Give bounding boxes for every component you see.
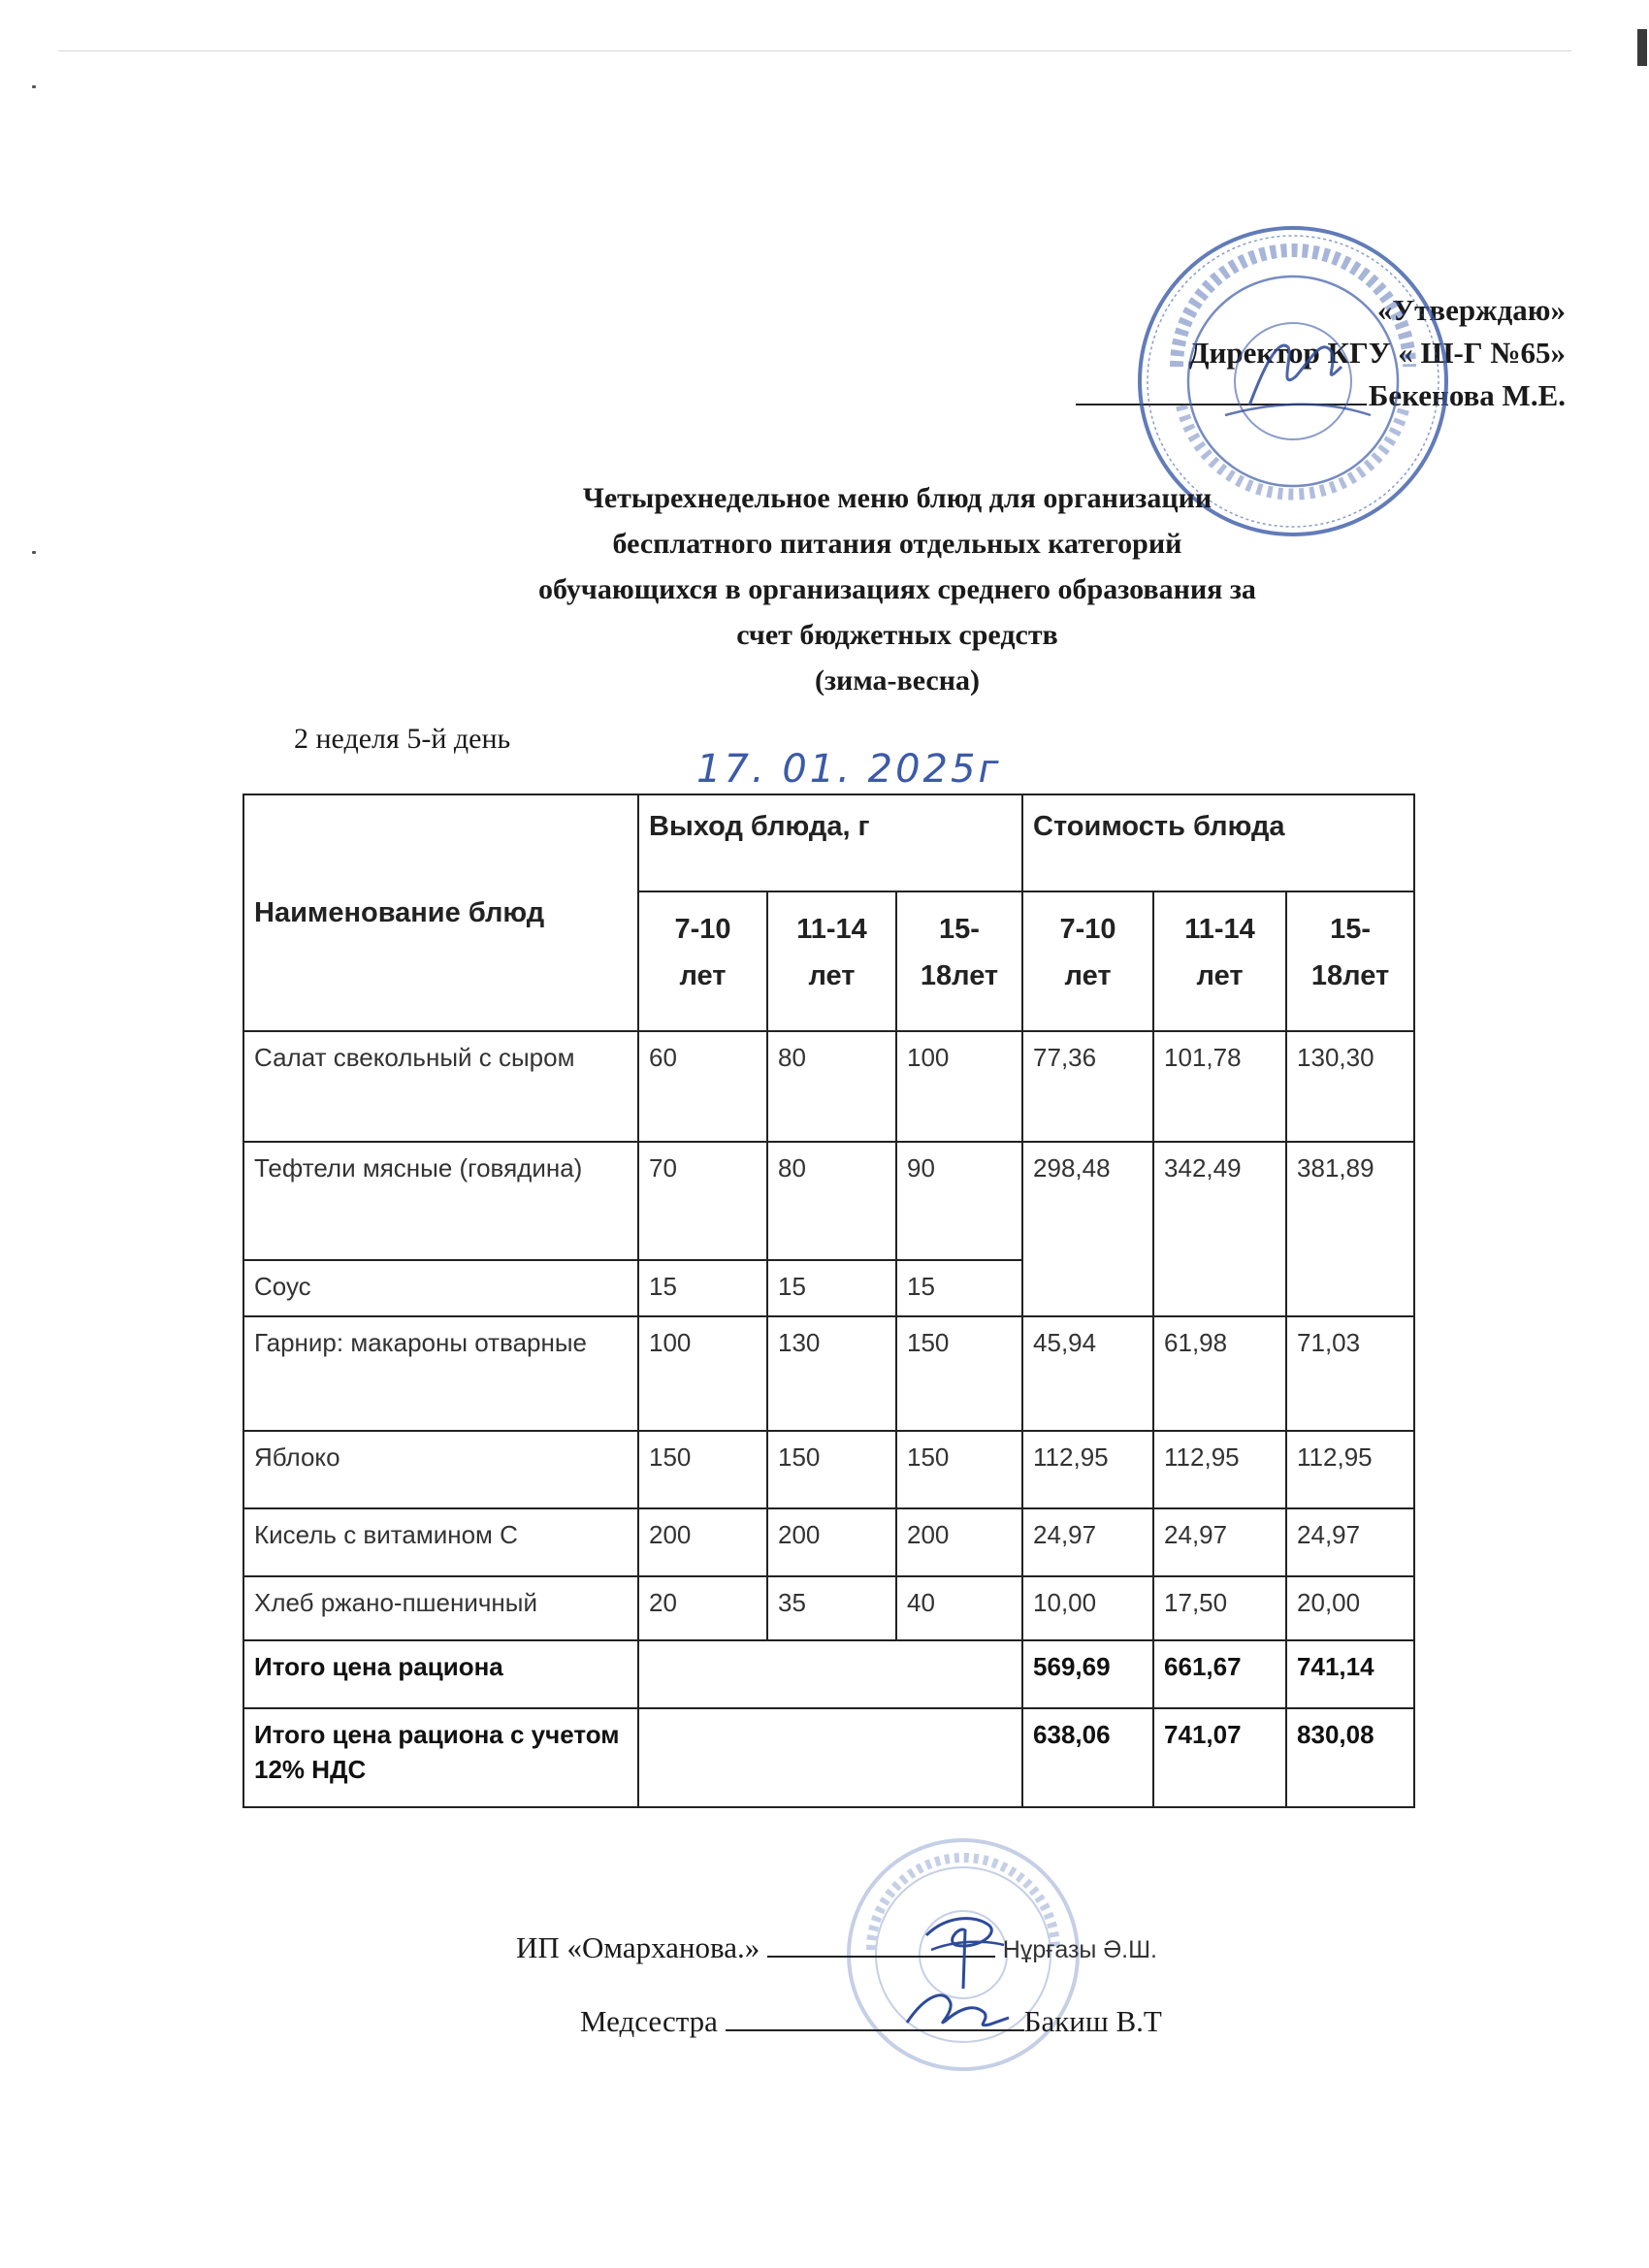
yield-7-10: 15 xyxy=(638,1260,767,1316)
cost-7-10: 77,36 xyxy=(1022,1031,1153,1142)
scan-speck xyxy=(32,85,36,88)
yield-11-14: 80 xyxy=(767,1142,896,1260)
header-cost-age-1: 7-10 лет xyxy=(1022,891,1153,1031)
total-vat-cost-15-18: 830,08 xyxy=(1286,1708,1414,1807)
total-vat-label: Итого цена рациона с учетом 12% НДС xyxy=(243,1708,638,1807)
scan-speck xyxy=(32,551,36,554)
supplier-label: ИП «Омарханова.» xyxy=(516,1930,760,1964)
yield-11-14: 130 xyxy=(767,1316,896,1431)
cost-7-10: 24,97 xyxy=(1022,1508,1153,1576)
header-yield-age-3: 15-18лет xyxy=(896,891,1022,1031)
cost-11-14: 17,50 xyxy=(1153,1576,1286,1640)
total-row xyxy=(243,1640,1414,1708)
total-empty xyxy=(638,1640,1022,1708)
header-cost-age-2: 11-14 лет xyxy=(1153,891,1286,1031)
document-title xyxy=(369,475,1426,703)
cost-11-14: 112,95 xyxy=(1153,1431,1286,1508)
title-line-2: бесплатного питания отдельных категорий xyxy=(612,528,1182,560)
yield-15-18: 40 xyxy=(896,1576,1022,1640)
header-dish-name: Наименование блюд xyxy=(243,794,638,1031)
nurse-signature xyxy=(892,1974,1018,2052)
yield-11-14: 35 xyxy=(767,1576,896,1640)
yield-11-14: 80 xyxy=(767,1031,896,1142)
total-cost-7-10: 569,69 xyxy=(1022,1640,1153,1708)
yield-15-18: 100 xyxy=(896,1031,1022,1142)
total-label: Итого цена рациона xyxy=(243,1640,638,1708)
header-yield-age-1: 7-10 лет xyxy=(638,891,767,1031)
dish-name: Тефтели мясные (говядина) xyxy=(243,1142,638,1260)
week-day-label: 2 неделя 5-й день xyxy=(294,723,511,755)
yield-7-10: 200 xyxy=(638,1508,767,1576)
table-row xyxy=(243,1431,1414,1508)
director-name: Бекенова М.Е. xyxy=(1368,378,1566,412)
dish-name: Яблоко xyxy=(243,1431,638,1508)
cost-7-10: 45,94 xyxy=(1022,1316,1153,1431)
cost-15-18: 71,03 xyxy=(1286,1316,1414,1431)
cost-11-14: 61,98 xyxy=(1153,1316,1286,1431)
title-line-3: обучающихся в организациях среднего образования за xyxy=(538,573,1256,605)
dish-name: Хлеб ржано-пшеничный xyxy=(243,1576,638,1640)
title-line-1: Четырехнедельное меню блюд для организации xyxy=(582,482,1212,514)
nurse-label: Медсестра xyxy=(580,2004,718,2038)
cost-15-18: 20,00 xyxy=(1286,1576,1414,1640)
header-yield: Выход блюда, г xyxy=(638,794,1022,891)
nurse-signature-row xyxy=(580,2004,1162,2039)
supplier-name: Нұрғазы Ә.Ш. xyxy=(1002,1936,1157,1963)
yield-7-10: 150 xyxy=(638,1431,767,1508)
table-row xyxy=(243,1576,1414,1640)
scan-top-edge xyxy=(58,50,1571,51)
cost-15-18: 130,30 xyxy=(1286,1031,1414,1142)
dish-name: Соус xyxy=(243,1260,638,1316)
cost-11-14: 342,49 xyxy=(1153,1142,1286,1316)
cost-11-14: 101,78 xyxy=(1153,1031,1286,1142)
yield-11-14: 15 xyxy=(767,1260,896,1316)
yield-7-10: 60 xyxy=(638,1031,767,1142)
yield-15-18: 90 xyxy=(896,1142,1022,1260)
table-row xyxy=(243,1031,1414,1142)
total-vat-cost-11-14: 741,07 xyxy=(1153,1708,1286,1807)
dish-name: Кисель с витамином С xyxy=(243,1508,638,1576)
dish-name: Гарнир: макароны отварные xyxy=(243,1316,638,1431)
header-cost-age-3: 15-18лет xyxy=(1286,891,1414,1031)
cost-15-18: 24,97 xyxy=(1286,1508,1414,1576)
approval-line-1: «Утверждаю» xyxy=(1376,293,1566,327)
yield-7-10: 70 xyxy=(638,1142,767,1260)
title-line-5: (зима-весна) xyxy=(814,664,981,697)
cost-15-18: 381,89 xyxy=(1286,1142,1414,1316)
total-vat-row xyxy=(243,1708,1414,1807)
cost-7-10: 10,00 xyxy=(1022,1576,1153,1640)
dish-name: Салат свекольный с сыром xyxy=(243,1031,638,1142)
yield-11-14: 150 xyxy=(767,1431,896,1508)
yield-15-18: 150 xyxy=(896,1316,1022,1431)
yield-15-18: 15 xyxy=(896,1260,1022,1316)
cost-7-10: 298,48 xyxy=(1022,1142,1153,1316)
total-vat-empty xyxy=(638,1708,1022,1807)
total-cost-11-14: 661,67 xyxy=(1153,1640,1286,1708)
cost-11-14: 24,97 xyxy=(1153,1508,1286,1576)
table-row xyxy=(243,1142,1414,1260)
scan-edge-mark xyxy=(1637,29,1647,66)
table-row xyxy=(243,1508,1414,1576)
yield-15-18: 150 xyxy=(896,1431,1022,1508)
yield-15-18: 200 xyxy=(896,1508,1022,1576)
header-yield-age-2: 11-14 лет xyxy=(767,891,896,1031)
title-line-4: счет бюджетных средств xyxy=(736,619,1058,651)
menu-table xyxy=(242,794,1415,1808)
total-cost-15-18: 741,14 xyxy=(1286,1640,1414,1708)
nurse-name: Бакиш В.Т xyxy=(1023,2004,1162,2038)
total-vat-cost-7-10: 638,06 xyxy=(1022,1708,1153,1807)
cost-7-10: 112,95 xyxy=(1022,1431,1153,1508)
approval-line-2: Директор КГУ « Ш-Г №65» xyxy=(1188,336,1566,370)
yield-7-10: 20 xyxy=(638,1576,767,1640)
yield-7-10: 100 xyxy=(638,1316,767,1431)
supplier-signature-row xyxy=(516,1930,1157,1965)
cost-15-18: 112,95 xyxy=(1286,1431,1414,1508)
handwritten-date: 17. 01. 2025г xyxy=(696,747,1002,792)
yield-11-14: 200 xyxy=(767,1508,896,1576)
table-row xyxy=(243,1316,1414,1431)
header-cost: Стоимость блюда xyxy=(1022,794,1414,891)
